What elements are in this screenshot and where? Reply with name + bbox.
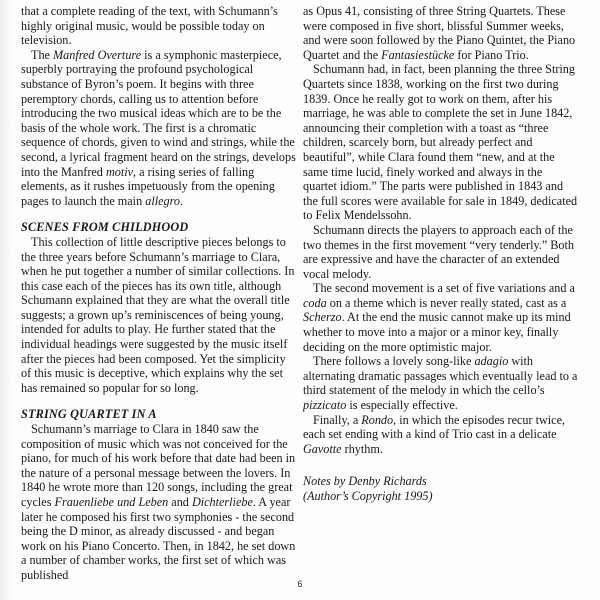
italic-term: allegro [145,193,180,208]
notes-author: Notes by Denby Richards [303,474,427,489]
italic-term: Frauenliebe und Leben [54,495,169,509]
italic-term: Rondo [361,412,394,427]
right-column [303,4,579,504]
italic-term: motiv [105,164,134,179]
notes-credit [303,474,579,503]
second-movement-paragraph: The second movement is a set of five variations and a coda on a theme which is never really stated, cast as a Scherzo. At the end the music cannot make up its mind whether to move into a major or a minor key, finally deciding on the more optimistic major. [303,281,575,354]
italic-term: Gavotte [303,441,342,456]
italic-term: pizzicato [303,398,347,413]
italic-term: adagio [474,354,509,369]
opus-paragraph: as Opus 41, consisting of three String Quartets. These were composed in five short, blissful Summer weeks, and were soon followed by the Piano Quintet, the Piano Quartet and the Fantasiestücke for Piano Trio. [303,4,576,62]
italic-term: Manfred Overture [53,47,142,62]
page-number: 6 [297,579,303,589]
scenes-heading: SCENES FROM CHILDHOOD [21,220,189,235]
scenes-paragraph: This collection of little descriptive pieces belongs to the three years before Schumann’s marriage to Clara, when he put together a number of similar collections. In this case each of the pieces has its own title, although Schumann explained that they are what the overall title suggests; a grown up’s reminiscences of being young, intended for adults to play. He further stated that the individual headings were suggested by the music itself after the pieces had been composed. Yet the simplicity of this music is deceptive, which explains why the set has remained so popular for so long. [21,234,295,395]
intro-paragraph: that a complete reading of the text, with Schumann’s highly original music, would be possible today on television. [21,4,278,48]
rondo-paragraph: Finally, a Rondo, in which the episodes recur twice, each set ending with a kind of Trio cast in a delicate Gavotte rhythm. [303,412,566,456]
directs-paragraph: Schumann directs the players to approach each of the two themes in the first movement “very tenderly.” Both are expressive and have the character of an extended vocal melody. [303,222,574,281]
italic-term: Dichterliebe [191,495,253,509]
adagio-paragraph: There follows a lovely song-like adagio with alternating dramatic passages which eventually lead to a third statement of the melody in which the cello’s pizzicato is especially effective. [303,354,578,413]
left-column [21,4,297,583]
page-gutter-shadow [0,0,12,600]
italic-term: Scherzo [303,310,342,325]
italic-term: coda [303,295,327,310]
notes-copyright: (Author’s Copyright 1995) [303,489,433,503]
manfred-paragraph: The Manfred Overture is a symphonic masterpiece, superbly portraying the profound psychological substance of Byron’s poem. It begins with three peremptory chords, calling us to attention before introducing the two musical ideas which are to be the basis of the whole work. The first is a chromatic sequence of chords, given to wind and strings, while the second, a lyrical fragment heard on the strings, develops into the Manfred motiv, a rising series of falling elements, as it rushes impetuously from the opening pages to launch the main allegro. [21,47,296,208]
italic-term: Fantasiestücke [381,47,455,62]
planning-paragraph: Schumann had, in fact, been planning the three String Quartets since 1838, working on the first two during 1839. Once he really got to work on them, after his marriage, he was able to complete the set in June 1842, announcing their completion with a toast as “three children, scarcely born, but already perfect and beautiful”, while Clara found them “new, and at the same time lucid, finely worked and always in the quartet idiom.” The parts were published in 1843 and the full scores were available for sale in 1849, dedicated to Felix Mendelssohn. [303,62,578,223]
quartet-heading: STRING QUARTET IN A [21,407,157,422]
quartet-paragraph: Schumann’s marriage to Clara in 1840 saw the composition of music which was not conceived for the piano, for much of his work before that date had been in the nature of a personal message between the lovers. In 1840 he wrote more than 120 songs, including the great cycles Frauenliebe und Leben and Dichterliebe. A year later he composed his first two symphonies - the second being the D minor, as already discussed - and began work on his Piano Concerto. Then, in 1842, he set down a number of chamber works, the first set of which was published [21,422,296,582]
